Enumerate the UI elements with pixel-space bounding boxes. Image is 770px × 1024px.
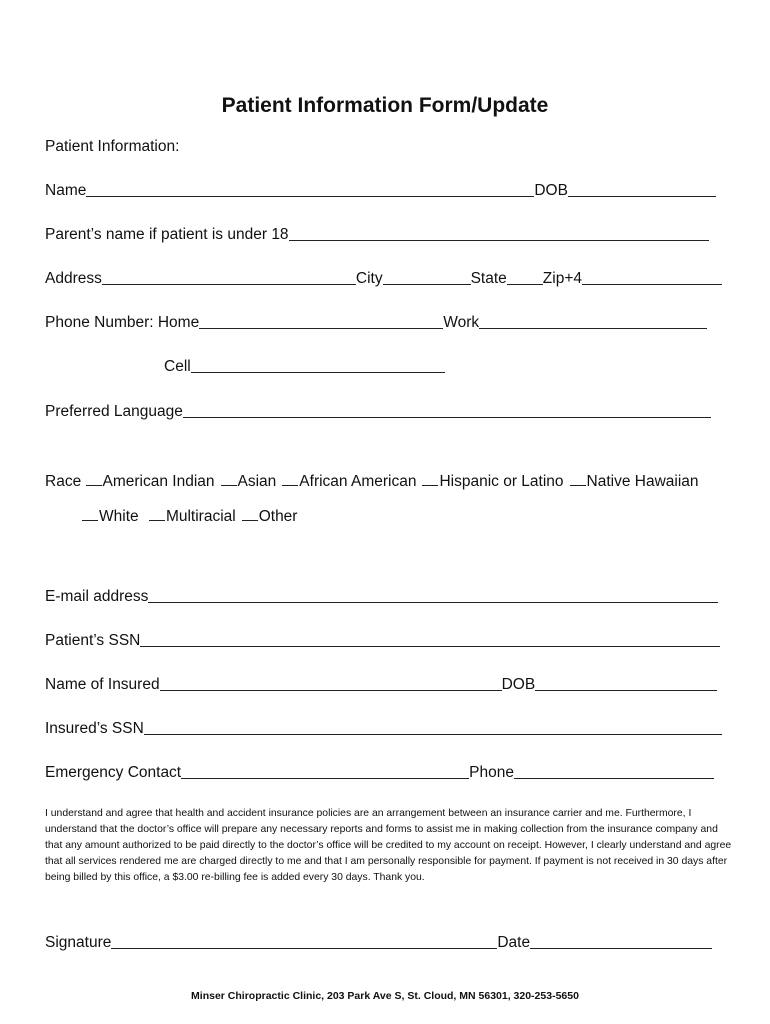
race-checkbox-line: [221, 484, 237, 486]
name-row: [45, 182, 716, 200]
emergency-phone-label: Phone: [469, 764, 514, 781]
race-row-2: [82, 508, 303, 526]
work-phone-field[interactable]: [479, 327, 707, 329]
page-title: Patient Information Form/Update: [221, 94, 549, 117]
section-label: Patient Information:: [45, 138, 180, 155]
cell-label: Cell: [164, 358, 191, 375]
cell-row: [164, 358, 445, 376]
email-field[interactable]: [148, 601, 718, 603]
language-field[interactable]: [183, 416, 711, 418]
parent-name-field[interactable]: [289, 239, 709, 241]
race-option-native-hawaiian[interactable]: Native Hawaiian: [570, 473, 699, 490]
name-label: Name: [45, 182, 87, 199]
date-field[interactable]: [530, 947, 712, 949]
city-label: City: [355, 270, 383, 287]
state-label: State: [470, 270, 507, 287]
race-checkbox-line: [422, 484, 438, 486]
cell-field[interactable]: [191, 371, 445, 373]
phone-home-label: Phone Number: Home: [45, 314, 200, 331]
race-checkbox-line: [82, 519, 98, 521]
signature-row: [45, 934, 712, 952]
language-row: [45, 403, 711, 421]
race-option-hispanic-latino[interactable]: Hispanic or Latino: [422, 473, 563, 490]
zip-field[interactable]: [582, 283, 722, 285]
dob-field[interactable]: [568, 195, 716, 197]
signature-field[interactable]: [111, 947, 497, 949]
language-label: Preferred Language: [45, 403, 183, 420]
insured-ssn-row: [45, 720, 722, 738]
race-option-asian[interactable]: Asian: [221, 473, 277, 490]
race-option-multiracial[interactable]: Multiracial: [149, 508, 236, 525]
city-field[interactable]: [383, 283, 471, 285]
insured-name-label: Name of Insured: [45, 676, 160, 693]
race-label: Race: [45, 473, 82, 490]
race-row-1: [45, 473, 705, 491]
email-row: [45, 588, 718, 606]
address-field[interactable]: [102, 283, 356, 285]
insured-dob-label: DOB: [501, 676, 536, 693]
race-option-white[interactable]: White: [82, 508, 139, 525]
insured-ssn-label: Insured’s SSN: [45, 720, 144, 737]
insured-row: [45, 676, 717, 694]
clinic-footer: Minser Chiropractic Clinic, 203 Park Ave S, St. Cloud, MN 56301, 320-253-5650: [191, 990, 579, 1002]
emergency-contact-field[interactable]: [181, 777, 469, 779]
address-label: Address: [45, 270, 102, 287]
race-checkbox-line: [149, 519, 165, 521]
parent-name-label: Parent’s name if patient is under 18: [45, 226, 289, 243]
insured-ssn-field[interactable]: [144, 733, 722, 735]
email-label: E-mail address: [45, 588, 149, 605]
race-option-american-indian[interactable]: American Indian: [86, 473, 215, 490]
address-row: [45, 270, 722, 288]
race-option-other[interactable]: Other: [242, 508, 298, 525]
work-label: Work: [443, 314, 480, 331]
emergency-row: [45, 764, 714, 782]
phone-home-field[interactable]: [199, 327, 443, 329]
phone-row: [45, 314, 707, 332]
race-checkbox-line: [86, 484, 102, 486]
race-checkbox-line: [570, 484, 586, 486]
emergency-phone-field[interactable]: [514, 777, 714, 779]
signature-label: Signature: [45, 934, 112, 951]
insured-name-field[interactable]: [160, 689, 502, 691]
patient-ssn-row: [45, 632, 720, 650]
patient-ssn-field[interactable]: [140, 645, 720, 647]
emergency-contact-label: Emergency Contact: [45, 764, 182, 781]
race-checkbox-line: [282, 484, 298, 486]
zip-label: Zip+4: [542, 270, 582, 287]
race-checkbox-line: [242, 519, 258, 521]
date-label: Date: [497, 934, 531, 951]
consent-paragraph: I understand and agree that health and accident insurance policies are an arrangement between an insurance carrier and me. Furthermore, I understand that the doctor’s office will prepare any necessary reports and forms to assist me in making collection from the insurance company and that any amount authorized to be paid directly to the doctor’s office will be credited to my account on receipt. However, I clearly understand and agree that all services rendered me are charged directly to me and that I am personally responsible for payment. If payment is not received in 30 days after being billed by this office, a $3.00 re-billing fee is added every 30 days. Thank you.: [45, 808, 732, 883]
name-field[interactable]: [86, 195, 534, 197]
patient-ssn-label: Patient’s SSN: [45, 632, 141, 649]
insured-dob-field[interactable]: [535, 689, 717, 691]
parent-name-row: [45, 226, 709, 244]
race-option-african-american[interactable]: African American: [282, 473, 416, 490]
dob-label: DOB: [534, 182, 568, 199]
state-field[interactable]: [507, 283, 543, 285]
